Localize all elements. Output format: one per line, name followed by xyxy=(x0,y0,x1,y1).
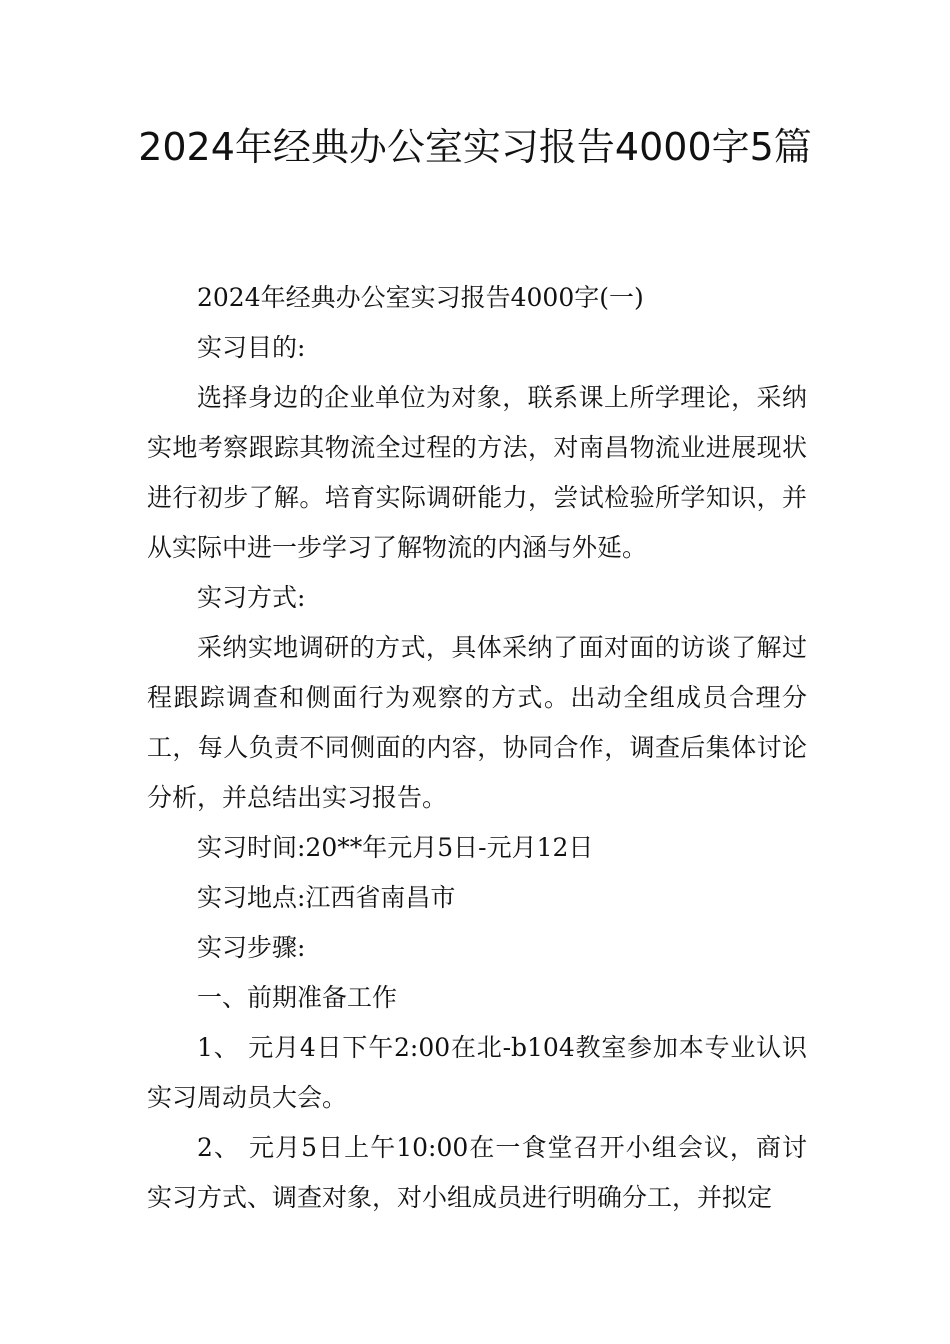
section-label-steps: 实习步骤: xyxy=(197,933,306,962)
document-body xyxy=(147,273,807,1223)
step-heading-preparation: 一、前期准备工作 xyxy=(197,983,398,1012)
section-label-method: 实习方式: xyxy=(197,583,306,612)
document-title: 2024年经典办公室实习报告4000字5篇 xyxy=(138,125,812,169)
method-paragraph: 采纳实地调研的方式，具体采纳了面对面的访谈了解过程跟踪调查和侧面行为观察的方式。出动全组成员合理分工，每人负责不同侧面的内容，协同合作，调查后集体讨论分析，并总结出实习报告。 xyxy=(147,633,807,812)
report-heading: 2024年经典办公室实习报告4000字(一) xyxy=(197,283,644,312)
section-label-purpose: 实习目的: xyxy=(197,333,306,362)
step-item-2: 2、 元月5日上午10:00在一食堂召开小组会议，商讨实习方式、调查对象，对小组成员进行明确分工，并拟定 xyxy=(147,1133,807,1212)
step-item-1: 1、 元月4日下午2:00在北-b104教室参加本专业认识实习周动员大会。 xyxy=(147,1033,807,1112)
purpose-paragraph: 选择身边的企业单位为对象，联系课上所学理论，采纳实地考察跟踪其物流全过程的方法，对南昌物流业进展现状进行初步了解。培育实际调研能力，尝试检验所学知识，并从实际中进一步学习了解物流的内涵与外延。 xyxy=(147,383,807,562)
internship-time: 实习时间:20**年元月5日-元月12日 xyxy=(197,833,594,862)
internship-location: 实习地点:江西省南昌市 xyxy=(197,883,456,912)
